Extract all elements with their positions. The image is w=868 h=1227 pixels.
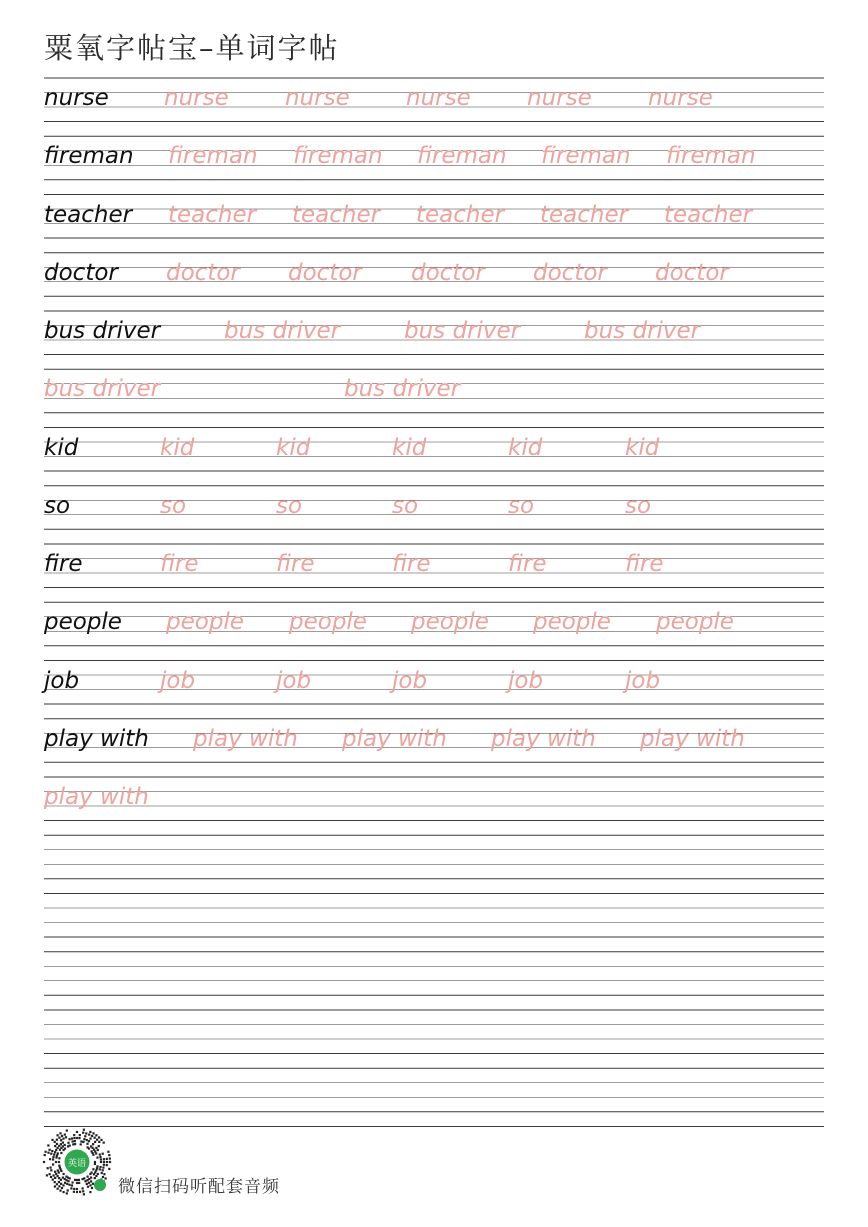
qr-dot <box>46 1174 48 1176</box>
qr-dot <box>92 1143 94 1145</box>
qr-dot <box>89 1131 91 1133</box>
qr-dot <box>55 1173 57 1175</box>
qr-dot <box>63 1173 65 1175</box>
qr-dot <box>76 1179 78 1181</box>
trace-word: fire <box>508 551 547 577</box>
qr-dot <box>74 1143 76 1145</box>
qr-dot <box>61 1187 63 1189</box>
qr-dot <box>86 1179 88 1181</box>
qr-dot <box>56 1139 58 1141</box>
qr-dot <box>57 1188 59 1190</box>
qr-dot <box>82 1178 84 1180</box>
qr-dot <box>87 1186 89 1188</box>
trace-word: fireman <box>417 143 507 170</box>
qr-dot <box>45 1151 47 1153</box>
qr-dot <box>60 1152 62 1154</box>
qr-dot <box>106 1161 108 1163</box>
qr-dot <box>64 1134 66 1136</box>
qr-dot <box>100 1139 102 1141</box>
qr-dot <box>86 1143 88 1145</box>
qr-dot <box>49 1173 51 1175</box>
qr-dot <box>65 1176 67 1178</box>
qr-dot <box>98 1145 100 1147</box>
qr-dot <box>90 1180 92 1182</box>
qr-dot <box>69 1145 71 1147</box>
qr-dot <box>94 1150 96 1152</box>
qr-dot <box>94 1177 96 1179</box>
qr-dot <box>73 1188 75 1190</box>
qr-dot <box>109 1158 111 1160</box>
qr-dot <box>53 1174 55 1176</box>
qr-dot <box>51 1150 53 1152</box>
trace-word: nurse <box>527 85 592 111</box>
qr-dot <box>53 1154 55 1156</box>
qr-dot <box>98 1136 100 1138</box>
qr-dot <box>76 1191 78 1193</box>
qr-dot <box>105 1177 107 1179</box>
qr-dot <box>58 1181 60 1183</box>
qr-dot <box>47 1152 49 1154</box>
qr-dot <box>66 1130 68 1132</box>
model-word: bus driver <box>44 318 161 344</box>
qr-dot <box>96 1139 98 1141</box>
qr-dot <box>76 1188 78 1190</box>
qr-dot <box>62 1177 64 1179</box>
model-word: fireman <box>44 143 134 170</box>
qr-dot <box>91 1135 93 1137</box>
qr-dot <box>50 1167 52 1169</box>
qr-dot <box>109 1161 111 1163</box>
trace-word: play with <box>44 784 149 810</box>
qr-dot <box>54 1185 56 1187</box>
qr-dot <box>50 1169 52 1171</box>
qr-dot <box>99 1154 101 1156</box>
qr-dot <box>59 1167 61 1169</box>
qr-dot <box>52 1163 54 1165</box>
qr-dot <box>102 1153 104 1155</box>
trace-word: fire <box>392 551 431 577</box>
qr-dot <box>80 1140 82 1142</box>
qr-dot <box>62 1138 64 1140</box>
qr-dot <box>100 1158 102 1160</box>
qr-dot <box>47 1144 49 1146</box>
qr-dot <box>103 1142 105 1144</box>
qr-dot <box>96 1167 98 1169</box>
trace-word: bus driver <box>44 376 161 403</box>
qr-dot <box>88 1148 90 1150</box>
qr-dot <box>86 1183 88 1185</box>
qr-dot <box>102 1167 104 1169</box>
qr-dot <box>67 1189 69 1191</box>
trace-word: kid <box>276 434 311 461</box>
qr-dot <box>93 1173 95 1175</box>
qr-dot <box>60 1183 62 1185</box>
qr-dot <box>92 1168 94 1170</box>
qr-code-icon[interactable] <box>42 1128 112 1198</box>
qr-dot <box>71 1137 73 1139</box>
qr-dot <box>44 1154 46 1156</box>
qr-dot <box>65 1136 67 1138</box>
qr-dot <box>88 1182 90 1184</box>
qr-dot <box>47 1167 49 1169</box>
footer-caption: 微信扫码听配套音频 <box>118 1177 280 1197</box>
qr-dot <box>52 1179 54 1181</box>
qr-dot <box>83 1138 85 1140</box>
qr-dot <box>94 1161 96 1163</box>
qr-dot <box>88 1140 90 1142</box>
qr-dot <box>103 1158 105 1160</box>
qr-badge-text: 英语 <box>67 1159 87 1169</box>
qr-dot <box>73 1134 75 1136</box>
page-title: 粟氧字帖宝–单词字帖 <box>44 31 340 65</box>
trace-word: so <box>508 492 535 519</box>
model-word: teacher <box>44 201 133 228</box>
trace-word: nurse <box>406 85 471 111</box>
qr-dot <box>78 1182 80 1184</box>
qr-dot <box>64 1148 66 1150</box>
trace-word: doctor <box>288 259 362 286</box>
qr-dot <box>99 1156 101 1158</box>
trace-word: kid <box>392 434 427 461</box>
qr-dot <box>96 1165 98 1167</box>
qr-dot <box>58 1171 60 1173</box>
qr-dot <box>98 1141 100 1143</box>
qr-dot <box>69 1138 71 1140</box>
trace-word: play with <box>193 725 298 752</box>
qr-dot <box>82 1187 84 1189</box>
qr-dot <box>54 1171 56 1173</box>
trace-word: job <box>160 667 196 694</box>
qr-dot <box>97 1173 99 1175</box>
trace-word: kid <box>508 434 543 461</box>
trace-word: teacher <box>168 201 257 228</box>
trace-word: nurse <box>648 85 713 111</box>
qr-dot <box>74 1140 76 1142</box>
qr-dot <box>63 1191 65 1193</box>
qr-dot <box>58 1185 60 1187</box>
qr-dot <box>49 1158 51 1160</box>
trace-word: play with <box>491 725 596 752</box>
trace-word: fireman <box>541 143 631 170</box>
trace-word: fire <box>625 551 664 577</box>
qr-dot <box>54 1181 56 1183</box>
trace-word: play with <box>640 725 745 752</box>
qr-dot <box>54 1151 56 1153</box>
qr-dot <box>91 1187 93 1189</box>
qr-dot <box>107 1151 109 1153</box>
trace-word: fireman <box>666 143 756 170</box>
qr-dot <box>69 1184 71 1186</box>
qr-dot <box>99 1166 101 1168</box>
qr-dot <box>92 1183 94 1185</box>
qr-dot <box>64 1182 66 1184</box>
qr-dot <box>60 1139 62 1141</box>
qr-dot <box>94 1163 96 1165</box>
qr-dot <box>59 1190 61 1192</box>
qr-dot <box>78 1137 80 1139</box>
qr-dot <box>61 1135 63 1137</box>
qr-dot <box>58 1157 60 1159</box>
qr-dot <box>84 1135 86 1137</box>
qr-dot <box>94 1137 96 1139</box>
trace-word: so <box>392 492 419 519</box>
qr-dot <box>70 1187 72 1189</box>
qr-dot <box>89 1138 91 1140</box>
qr-dot <box>49 1149 51 1151</box>
trace-word: doctor <box>411 259 485 286</box>
qr-dot <box>82 1132 84 1134</box>
qr-dot <box>95 1169 97 1171</box>
trace-word: people <box>166 609 244 636</box>
qr-dot <box>76 1131 78 1133</box>
qr-dot <box>95 1134 97 1136</box>
qr-dot <box>76 1182 78 1184</box>
trace-word: fireman <box>168 143 258 170</box>
trace-word: nurse <box>164 85 229 111</box>
qr-dot <box>106 1164 108 1166</box>
qr-dot <box>108 1154 110 1156</box>
qr-dot <box>94 1141 96 1143</box>
qr-dot <box>72 1181 74 1183</box>
qr-dot <box>55 1157 57 1159</box>
trace-word: kid <box>625 434 660 461</box>
qr-dot <box>54 1145 56 1147</box>
trace-word: bus driver <box>224 318 341 344</box>
trace-word: doctor <box>533 259 607 286</box>
qr-dot <box>57 1175 59 1177</box>
qr-dot <box>62 1142 64 1144</box>
trace-word: people <box>289 609 367 636</box>
qr-dot <box>103 1161 105 1163</box>
qr-dot <box>57 1147 59 1149</box>
qr-dot <box>87 1176 89 1178</box>
qr-dot <box>89 1173 91 1175</box>
trace-word: fire <box>276 551 315 577</box>
qr-dot <box>96 1157 98 1159</box>
qr-dot <box>52 1156 54 1158</box>
model-word: kid <box>44 434 79 461</box>
trace-word: so <box>276 492 303 519</box>
qr-dot <box>50 1153 52 1155</box>
qr-dot <box>79 1134 81 1136</box>
qr-dot <box>71 1184 73 1186</box>
trace-word: job <box>625 667 661 694</box>
qr-dot <box>99 1168 101 1170</box>
qr-dot <box>73 1191 75 1193</box>
qr-dot <box>52 1158 54 1160</box>
qr-dot <box>64 1144 66 1146</box>
qr-dot <box>43 1161 45 1163</box>
trace-word: doctor <box>166 259 240 286</box>
model-word: people <box>44 609 122 636</box>
trace-word: so <box>160 492 187 519</box>
model-word: nurse <box>44 85 109 111</box>
qr-dot <box>100 1161 102 1163</box>
qr-dot <box>103 1164 105 1166</box>
qr-dot <box>108 1168 110 1170</box>
trace-word: bus driver <box>584 318 701 344</box>
qr-dot <box>56 1143 58 1145</box>
qr-dot <box>57 1134 59 1136</box>
model-word: play with <box>44 725 149 752</box>
qr-dot <box>57 1152 59 1154</box>
qr-dot <box>58 1161 60 1163</box>
qr-dot <box>83 1193 85 1195</box>
qr-dot <box>57 1169 59 1171</box>
qr-dot <box>97 1149 99 1151</box>
trace-word: job <box>276 667 312 694</box>
qr-dot <box>60 1143 62 1145</box>
qr-dot <box>55 1149 57 1151</box>
qr-dot <box>54 1141 56 1143</box>
trace-word: teacher <box>540 201 629 228</box>
qr-dot <box>59 1132 61 1134</box>
trace-word: play with <box>342 725 447 752</box>
qr-dot <box>85 1132 87 1134</box>
qr-dot <box>79 1191 81 1193</box>
qr-dot <box>95 1152 97 1154</box>
trace-word: people <box>533 609 611 636</box>
qr-dot <box>95 1175 97 1177</box>
model-word: job <box>44 667 80 694</box>
qr-dot <box>95 1147 97 1149</box>
model-word: doctor <box>44 259 118 286</box>
qr-dot <box>89 1191 91 1193</box>
qr-dot <box>82 1141 84 1143</box>
qr-dot <box>72 1140 74 1142</box>
qr-dot <box>67 1180 69 1182</box>
trace-word: so <box>625 492 652 519</box>
trace-word: nurse <box>285 85 350 111</box>
qr-dot <box>89 1184 91 1186</box>
qr-dot <box>92 1154 94 1156</box>
qr-dot <box>56 1154 58 1156</box>
qr-dot <box>58 1165 60 1167</box>
qr-dot <box>76 1137 78 1139</box>
trace-word: people <box>411 609 489 636</box>
qr-dot <box>51 1139 53 1141</box>
qr-dot <box>101 1172 103 1174</box>
model-word: so <box>44 492 71 519</box>
qr-dot <box>55 1161 57 1163</box>
trace-word: fireman <box>293 143 383 170</box>
trace-word: teacher <box>292 201 381 228</box>
model-word: fire <box>44 551 83 577</box>
trace-word: fire <box>160 551 199 577</box>
qr-dot <box>73 1137 75 1139</box>
qr-dot <box>74 1179 76 1181</box>
qr-dot <box>88 1134 90 1136</box>
trace-word: doctor <box>655 259 729 286</box>
qr-dot <box>102 1176 104 1178</box>
trace-word: teacher <box>664 201 753 228</box>
qr-dot <box>56 1183 58 1185</box>
qr-dot <box>66 1183 68 1185</box>
qr-dot <box>83 1129 85 1131</box>
qr-dot <box>54 1177 56 1179</box>
qr-dot <box>80 1143 82 1145</box>
trace-word: kid <box>160 434 195 461</box>
qr-dot <box>58 1177 60 1179</box>
qr-dot <box>86 1139 88 1141</box>
qr-dot <box>67 1142 69 1144</box>
qr-dot <box>78 1179 80 1181</box>
qr-dot <box>62 1184 64 1186</box>
trace-word: bus driver <box>344 376 461 403</box>
trace-word: job <box>392 667 428 694</box>
qr-dot <box>58 1137 60 1139</box>
trace-word: job <box>508 667 544 694</box>
trace-word: bus driver <box>404 318 521 344</box>
qr-dot <box>102 1169 104 1171</box>
qr-dot <box>50 1176 52 1178</box>
qr-dot <box>103 1173 105 1175</box>
qr-dot <box>84 1180 86 1182</box>
trace-word: teacher <box>416 201 505 228</box>
qr-dot <box>82 1190 84 1192</box>
trace-word: people <box>656 609 734 636</box>
qr-dot <box>92 1132 94 1134</box>
qr-dot <box>106 1158 108 1160</box>
qr-dot <box>66 1192 68 1194</box>
